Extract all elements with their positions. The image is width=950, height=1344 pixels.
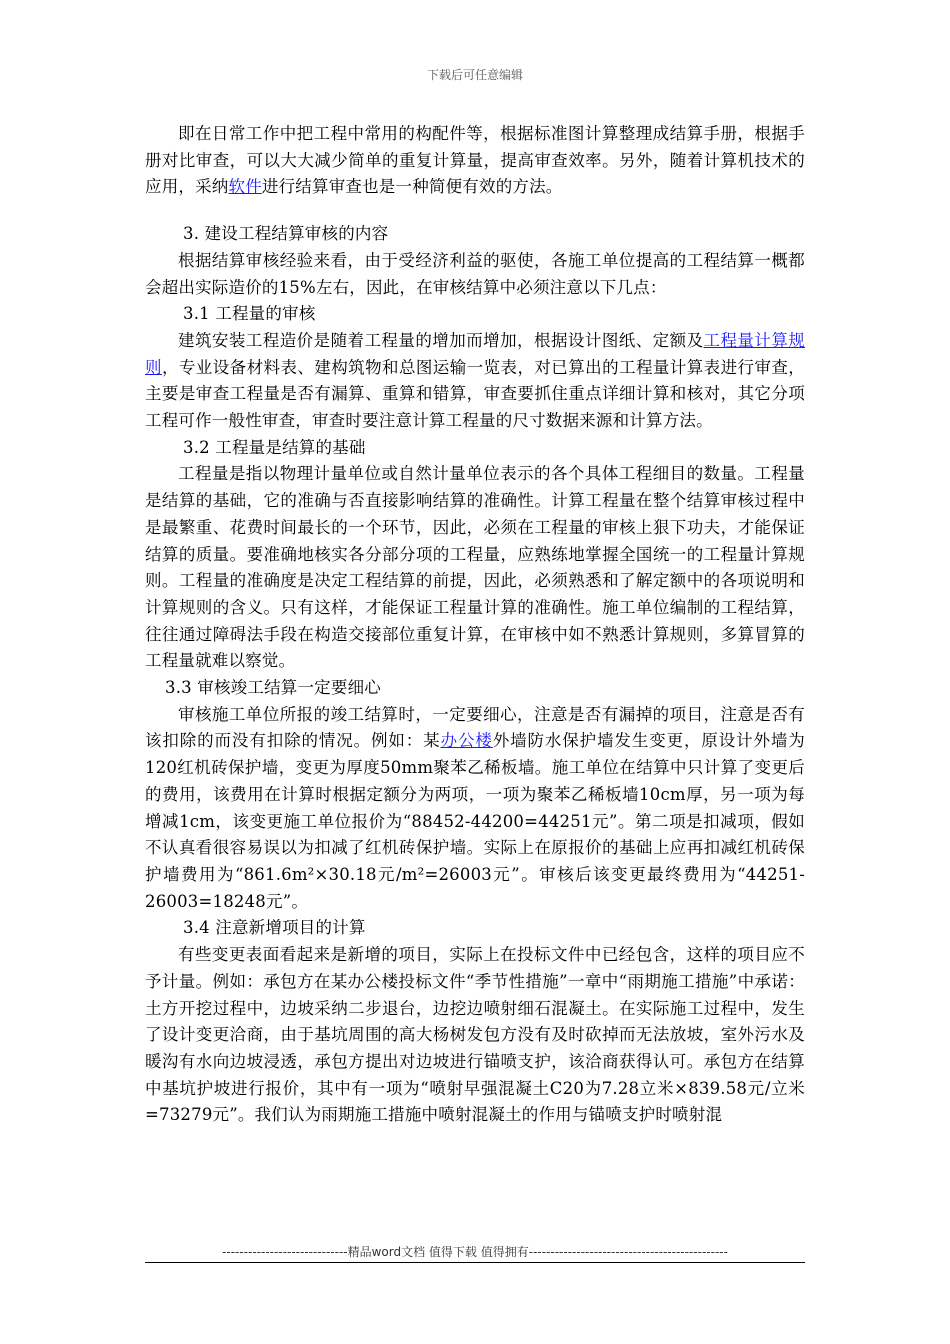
section-heading-3-2: 3.2 工程量是结算的基础 [183, 437, 366, 457]
section-heading-3-3: 3.3 审核竣工结算一定要细心 [165, 678, 381, 698]
section-heading-3-1: 3.1 工程量的审核 [183, 304, 316, 324]
section-heading-3-4: 3.4 注意新增项目的计算 [183, 918, 366, 938]
section-heading-3: 3. 建设工程结算审核的内容 [183, 224, 389, 244]
paragraph-3: 建筑安装工程造价是随着工程量的增加而增加，根据设计图纸、定额及工程量计算规则，专业设备材料表、建构筑物和总图运输一览表，对已算出的工程量计算表进行审查，主要是审查工程量是否有漏算、重算和错算，审查要抓住重点详细计算和核对，其它分项工程可作一般性审查，审查时要注意计算工程量的尺寸数据来源和计算方法。 [145, 330, 805, 431]
link-office-building[interactable]: 办公楼 [440, 731, 493, 751]
page-footer: -----------------------------精品word文档 值得下载 值得拥有---------------------------------------------- [222, 1245, 728, 1259]
link-quantity-rules[interactable]: 工程量计算规则 [145, 330, 805, 377]
paragraph-5: 审核施工单位所报的竣工结算时，一定要细心，注意是否有漏掉的项目，注意是否有该扣除的而没有扣除的情况。例如：某办公楼外墙防水保护墙发生变更，原设计外墙为120红机砖保护墙，变更为厚度50mm聚苯乙稀板墙。施工单位在结算中只计算了变更后的费用，该费用在计算时根据定额分为两项，一项为聚苯乙稀板墙10cm厚，另一项为每增减1cm，该变更施工单位报价为“88452-44200=44251元”。第二项是扣减项，假如不认真看很容易误以为扣减了红机砖保护墙。实际上在原报价的基础上应再扣减红机砖保护墙费用为“861.6m²×30.18元/m²=26003元”。审核后该变更最终费用为“44251-26003=18248元”。 [145, 704, 805, 911]
paragraph-4: 工程量是指以物理计量单位或自然计量单位表示的各个具体工程细目的数量。工程量是结算的基础，它的准确与否直接影响结算的准确性。计算工程量在整个结算审核过程中是最繁重、花费时间最长的一个环节，因此，必须在工程量的审核上狠下功夫，才能保证结算的质量。要准确地核实各分部分项的工程量，应熟练地掌握全国统一的工程量计算规则。工程量的准确度是决定工程结算的前提，因此，必须熟悉和了解定额中的各项说明和计算规则的含义。只有这样，才能保证工程量计算的准确性。施工单位编制的工程结算，往往通过障碍法手段在构造交接部位重复计算，在审核中如不熟悉计算规则，多算冒算的工程量就难以察觉。 [145, 464, 805, 671]
document-body [145, 121, 805, 1129]
page-header: 下载后可任意编辑 [426, 68, 523, 82]
footer-rule [145, 1262, 805, 1263]
link-software[interactable]: 软件 [228, 177, 262, 197]
paragraph-2: 根据结算审核经验来看，由于受经济利益的驱使，各施工单位提高的工程结算一概都会超出实际造价的15%左右，因此，在审核结算中必须注意以下几点： [145, 250, 805, 297]
paragraph-1: 即在日常工作中把工程中常用的构配件等，根据标准图计算整理成结算手册，根据手册对比审查，可以大大减少简单的重复计算量，提高审查效率。另外，随着计算机技术的应用，采纳软件进行结算审查也是一种简便有效的方法。 [145, 124, 805, 197]
paragraph-6: 有些变更表面看起来是新增的项目，实际上在投标文件中已经包含，这样的项目应不予计量。例如：承包方在某办公楼投标文件“季节性措施”一章中“雨期施工措施”中承诺：土方开挖过程中，边坡采纳二步退台，边挖边喷射细石混凝土。在实际施工过程中，发生了设计变更洽商，由于基坑周围的高大杨树发包方没有及时砍掉而无法放坡，室外污水及暖沟有水向边坡浸透，承包方提出对边坡进行锚喷支护，该洽商获得认可。承包方在结算中基坑护坡进行报价，其中有一项为“喷射早强混凝土C20为7.28立米×839.58元/立米=73279元”。我们认为雨期施工措施中喷射混凝土的作用与锚喷支护时喷射混 [145, 945, 805, 1125]
